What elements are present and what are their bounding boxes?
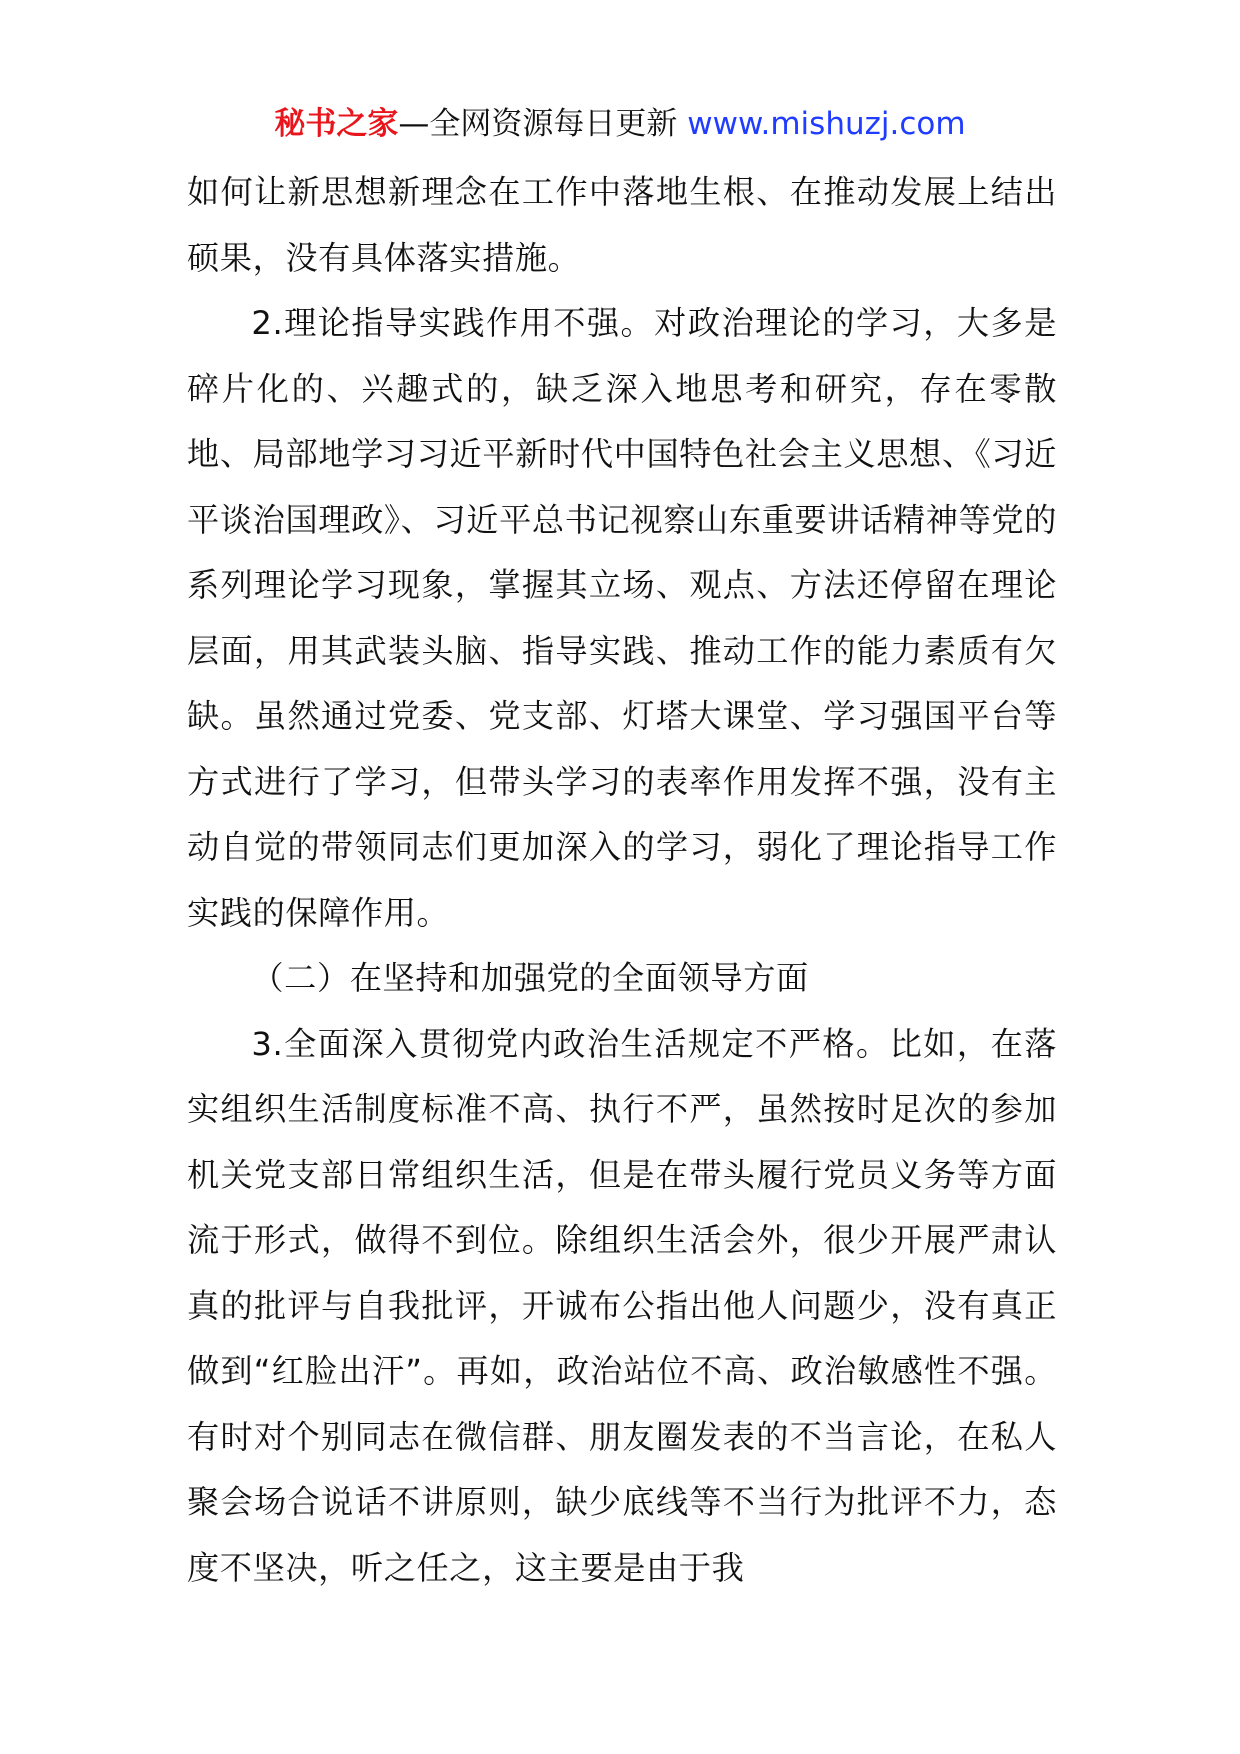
paragraph-item-3: 3.全面深入贯彻党内政治生活规定不严格。比如，在落实组织生活制度标准不高、执行不严，虽然按时足次的参加机关党支部日常组织生活，但是在带头履行党员义务等方面流于形式，做得不到位。除组织生活会外，很少开展严肃认真的批评与自我批评，开诚布公指出他人问题少，没有真正做到“红脸出汗”。再如，政治站位不高、政治敏感性不强。有时对个别同志在微信群、朋友圈发表的不当言论，在私人聚会场合说话不讲原则，缺少底线等不当行为批评不力，态度不坚决，听之任之，这主要是由于我 — [187, 1024, 1057, 1587]
page-header — [0, 100, 1240, 148]
section-heading: （二）在坚持和加强党的全面领导方面 — [251, 959, 809, 997]
header-brand: 秘书之家 — [274, 106, 399, 142]
paragraph-continuation: 如何让新思想新理念在工作中落地生根、在推动发展上结出硕果，没有具体落实措施。 — [187, 173, 1057, 277]
header-url-link[interactable]: www.mishuzj.com — [687, 106, 966, 142]
header-tagline: —全网资源每日更新 — [398, 106, 678, 142]
paragraph-item-2: 2.理论指导实践作用不强。对政治理论的学习，大多是碎片化的、兴趣式的，缺乏深入地思考和研究，存在零散地、局部地学习习近平新时代中国特色社会主义思想、《习近平谈治国理政》、习近平总书记视察山东重要讲话精神等党的系列理论学习现象，掌握其立场、观点、方法还停留在理论层面，用其武装头脑、指导实践、推动工作的能力素质有欠缺。虽然通过党委、党支部、灯塔大课堂、学习强国平台等方式进行了学习，但带头学习的表率作用发挥不强，没有主动自觉的带领同志们更加深入的学习，弱化了理论指导工作实践的保障作用。 — [187, 304, 1057, 932]
document-body — [187, 160, 1057, 1601]
